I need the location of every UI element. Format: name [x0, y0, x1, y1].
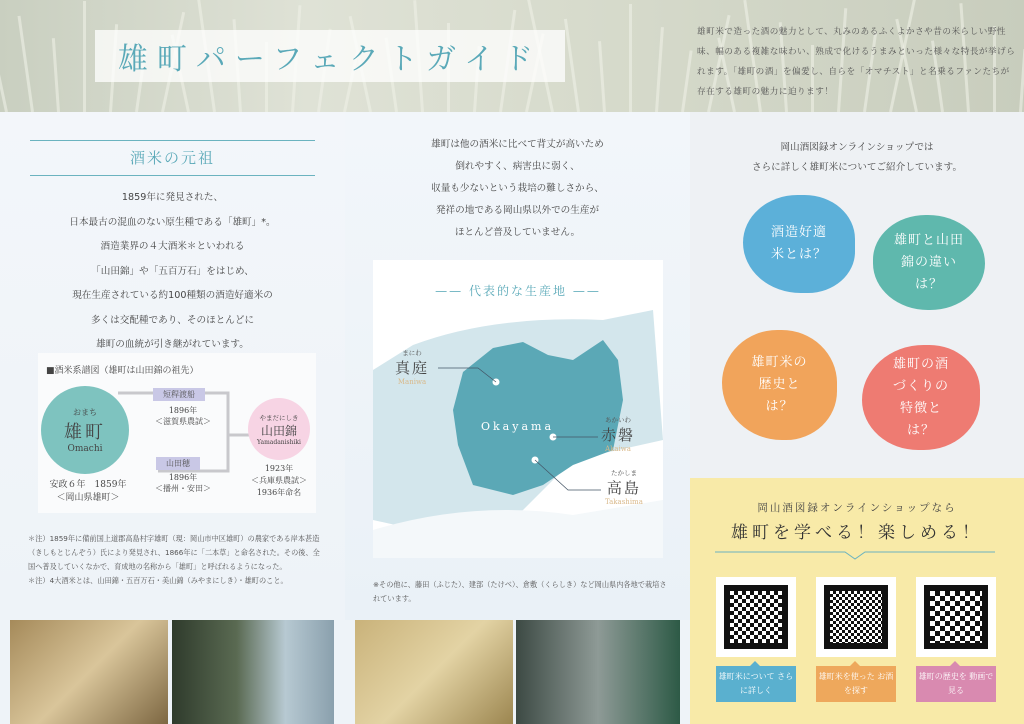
photo-sake-bottle	[172, 620, 334, 724]
rice-stalk	[655, 27, 664, 112]
body-line: 発祥の地である岡山県以外での生産が	[435, 205, 600, 216]
roman: Maniwa	[397, 378, 427, 386]
blob-button-sake-rice[interactable]	[743, 195, 855, 293]
body-line: ほとんど普及していません。	[454, 227, 581, 238]
tanpaku-tag: 短稈渡船	[153, 388, 205, 401]
yamadanishiki-circle	[248, 398, 310, 460]
okayama-map	[373, 260, 663, 558]
roman: Takashima	[605, 498, 643, 506]
place-akaiwa	[601, 415, 635, 453]
qr-code-1[interactable]	[716, 577, 796, 657]
photo-brewery	[516, 620, 680, 724]
name: 雄町	[64, 421, 106, 443]
blob-button-history[interactable]	[722, 330, 837, 440]
ruby: たかしま	[610, 469, 637, 477]
divider	[715, 548, 995, 560]
named: 1936年命名	[256, 488, 302, 497]
qr-code-3[interactable]	[916, 577, 996, 657]
omachi-info	[38, 479, 138, 505]
body-line: 多くは交配種であり、そのほとんどに	[90, 314, 255, 326]
blob-button-brewing[interactable]	[862, 345, 980, 450]
body-line: 現在生産されている約100種類の酒造好適米の	[72, 290, 273, 301]
shop-heading	[690, 500, 1024, 543]
rice-stalk	[18, 16, 34, 112]
note: ＊注）4大酒米とは、山田錦・五百万石・美山錦（みやまにしき）・雄町のこと。	[28, 576, 288, 585]
origin: ＜岡山県雄町＞	[56, 493, 120, 503]
blob-label: 酒造好適米とは？	[770, 225, 827, 262]
shop-line2: 雄町を学べる！楽しめる！	[731, 523, 983, 543]
ruby: まにわ	[402, 349, 422, 357]
photo-rice-harvest	[355, 620, 513, 724]
shop-line1: 岡山酒図録オンラインショップなら	[757, 502, 957, 514]
map-title: —— 代表的な生産地 ——	[435, 284, 601, 298]
intro-line: 岡山酒図録オンラインショップでは	[780, 142, 934, 153]
production-map	[373, 260, 663, 558]
body-line: 収量も少ないという栽培の難しさから、	[431, 183, 604, 194]
blob-label: 雄町の酒づくりの特徴とは？	[892, 356, 949, 438]
date: 安政６年 1859年	[49, 480, 127, 490]
name: 真庭	[395, 359, 430, 377]
blob-label: 雄町と山田錦の違いは？	[893, 232, 964, 292]
tanpaku-info	[143, 405, 223, 427]
left-notes	[28, 532, 323, 588]
rice-stalk	[681, 50, 693, 112]
rice-stalk	[52, 38, 60, 112]
middle-body	[360, 134, 675, 244]
qr-label-2[interactable]: 雄町米を使った お酒を探す	[816, 666, 896, 702]
map-title-text: 代表的な生産地	[468, 284, 567, 298]
name: 赤磐	[601, 426, 636, 444]
photo-rice-masu	[10, 620, 168, 724]
origin: ＜滋賀県農試＞	[155, 417, 211, 426]
genealogy-chart	[38, 353, 316, 513]
qr-label-1[interactable]: 雄町米について さらに詳しく	[716, 666, 796, 702]
name: 山田錦	[260, 423, 297, 438]
rice-stalk	[564, 19, 580, 112]
body-line: 雄町は他の酒米に比べて背丈が高いため	[431, 139, 604, 150]
rice-stalk	[629, 4, 632, 112]
body-line: 雄町の血統が引き継がれています。	[96, 339, 249, 350]
rice-stalk	[0, 53, 8, 112]
year: 1896年	[168, 473, 198, 482]
year: 1923年	[264, 464, 294, 473]
blob-button-difference[interactable]	[873, 215, 985, 310]
body-line: 1859年に発見された、	[121, 192, 224, 203]
ruby: やまだにしき	[259, 413, 299, 422]
year: 1896年	[168, 406, 198, 415]
ruby: あかいわ	[605, 416, 631, 424]
place-maniwa	[395, 348, 429, 386]
roman: Yamadanishiki	[257, 438, 301, 446]
intro-line: さらに詳しく雄町米についてご紹介しています。	[751, 162, 963, 173]
body-line: 「山田錦」や「五百万石」をはじめ、	[91, 265, 254, 277]
omachi-circle	[41, 386, 129, 474]
yamadaho-info	[143, 472, 223, 494]
rice-stalk	[1019, 49, 1024, 112]
origin: ＜播州・安田＞	[155, 484, 211, 493]
qr-pattern	[824, 585, 888, 649]
body-line: 倒れやすく、病害虫に弱く、	[455, 161, 580, 172]
roman: Akaiwa	[605, 445, 631, 453]
map-center-label: Okayama	[481, 420, 555, 433]
rice-stalk	[598, 41, 606, 112]
body-line: 酒造業界の４大酒米＊といわれる	[100, 241, 245, 252]
section-title: 酒米の元祖	[30, 140, 315, 176]
yamadaho-tag: 山田穂	[156, 457, 200, 470]
yamadanishiki-info	[243, 463, 315, 499]
note: ＊注）1859年に備前国上道郡高島村字雄町（現：岡山市中区雄町）の農家である岸本甚造（きしもとじんぞう）氏により発見され、1866年に「二本草」と命名された。その後、全国へ普及していくなかで、育成地の名称から「雄町」と呼ばれるようになった。	[28, 534, 320, 571]
origin: ＜兵庫県農試＞	[251, 476, 307, 485]
qr-code-2[interactable]	[816, 577, 896, 657]
blob-label: 雄町米の歴史とは？	[751, 355, 808, 414]
body-line: 日本最古の混血のない原生種である「雄町」*。	[69, 216, 276, 228]
left-body	[20, 186, 325, 358]
middle-note: ※その他に、藤田（ふじた）、建部（たけべ）、倉敷（くらしき）など岡山県内各地で栽培されています。	[373, 580, 667, 603]
rice-stalk	[83, 1, 86, 112]
qr-label-3[interactable]: 雄町の歴史を 動画で見る	[916, 666, 996, 702]
place-takashima	[605, 468, 643, 506]
genealogy-title: ■酒米系譜図（雄町は山田錦の祖先）	[46, 366, 199, 376]
roman: Omachi	[67, 443, 103, 454]
qr-pattern	[924, 585, 988, 649]
qr-pattern	[724, 585, 788, 649]
intro-text: 雄町米で造った酒の魅力として、丸みのあるふくよかさや昔の米らしい野性味、幅のある複雑な味わい、熟成で化けるうまみといった様々な特長が挙げられます。「雄町の酒」を偏愛し、自らを「オマチスト」と名乗るファンたちが存在する雄町の魅力に迫ります！	[697, 27, 1016, 97]
name: 高島	[606, 479, 641, 497]
ruby: おまち	[73, 407, 97, 417]
page-title: 雄町パーフェクトガイド	[95, 30, 565, 82]
right-intro	[700, 138, 1014, 178]
